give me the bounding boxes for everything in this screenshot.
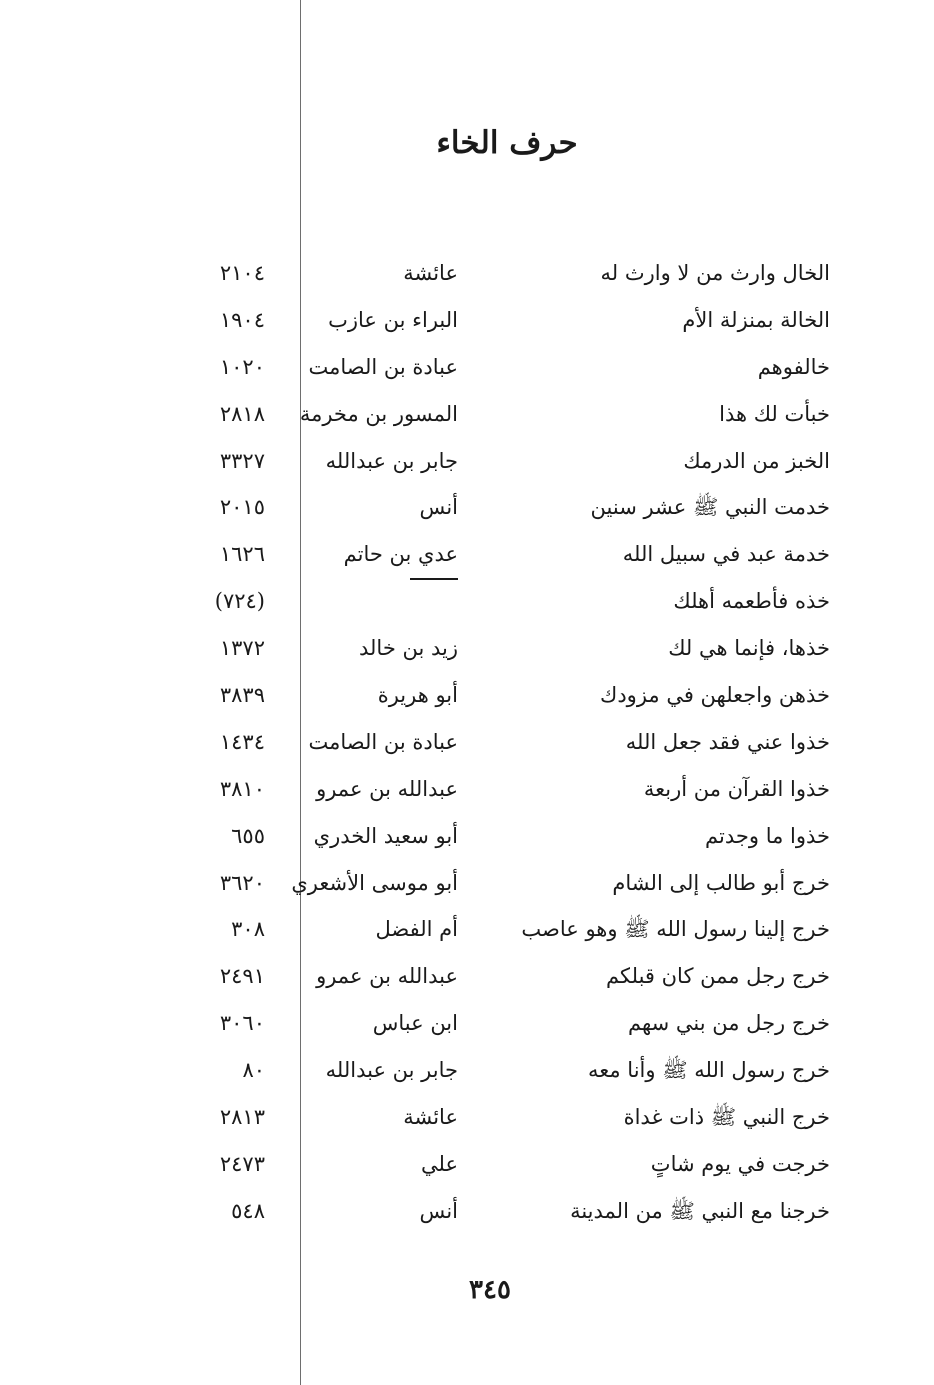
hadith-text: خرج أبو طالب إلى الشام xyxy=(612,870,830,895)
hadith-number: ١٩٠٤ xyxy=(219,307,265,332)
narrator: عبادة بن الصامت xyxy=(308,354,458,379)
hadith-number: ٢٨١٣ xyxy=(219,1105,265,1130)
narrator: علي xyxy=(421,1151,458,1176)
list-item xyxy=(0,391,934,438)
list-item xyxy=(0,438,934,485)
hadith-number: ٥٤٨ xyxy=(231,1198,265,1223)
hadith-text: الخال وارث من لا وارث له xyxy=(600,261,830,285)
list-item xyxy=(0,953,934,1000)
hadith-number: ٢٨١٨ xyxy=(219,401,265,426)
hadith-number: ١٠٢٠ xyxy=(219,354,265,379)
list-item xyxy=(0,484,934,531)
hadith-text: الخالة بمنزلة الأم xyxy=(682,307,830,332)
hadith-text: خرج النبي ﷺ ذات غداة xyxy=(623,1105,830,1130)
narrator: عبادة بن الصامت xyxy=(308,729,458,754)
narrator: أبو هريرة xyxy=(377,683,458,708)
hadith-text: خرجت في يوم شاتٍ xyxy=(650,1151,830,1176)
list-item xyxy=(0,250,934,297)
narrator: البراء بن عازب xyxy=(328,307,458,332)
list-item xyxy=(0,906,934,953)
hadith-number: ٦٥٥ xyxy=(231,823,265,848)
list-item xyxy=(0,719,934,766)
narrator: زيد بن خالد xyxy=(359,636,458,661)
page-title: حرف الخاء xyxy=(436,125,578,161)
narrator: أبو موسى الأشعري xyxy=(291,870,458,895)
hadith-text: خرج رسول الله ﷺ وأنا معه xyxy=(587,1058,830,1083)
hadith-number: ٢٤٧٣ xyxy=(219,1151,265,1176)
hadith-number: ٢٤٩١ xyxy=(219,964,265,989)
list-item xyxy=(0,813,934,860)
list-item xyxy=(0,1047,934,1094)
hadith-text: خدمت النبي ﷺ عشر سنين xyxy=(590,495,830,520)
narrator: أبو سعيد الخدري xyxy=(313,823,458,848)
narrator: ابن عباس xyxy=(372,1011,458,1036)
hadith-text: خرج إلينا رسول الله ﷺ وهو عاصب xyxy=(521,917,830,942)
hadith-text: خذوا عني فقد جعل الله xyxy=(625,729,830,754)
hadith-number: ٣٠٦٠ xyxy=(219,1011,265,1036)
hadith-text: خذوا ما وجدتم xyxy=(705,823,830,848)
list-item xyxy=(0,578,934,625)
narrator: عبدالله بن عمرو xyxy=(316,964,458,989)
narrator: أنس xyxy=(419,1198,458,1223)
hadith-number: ٨٠ xyxy=(242,1058,265,1083)
hadith-number: ٢٠١٥ xyxy=(219,495,265,520)
hadith-text: خذهن واجعلهن في مزودك xyxy=(600,683,830,708)
list-item xyxy=(0,1000,934,1047)
list-item xyxy=(0,1094,934,1141)
dash-divider xyxy=(410,578,458,580)
narrator: عبدالله بن عمرو xyxy=(316,776,458,801)
hadith-text: خرج رجل ممن كان قبلكم xyxy=(606,964,830,989)
hadith-text: خرج رجل من بني سهم xyxy=(627,1011,830,1036)
narrator: أم الفضل xyxy=(375,917,458,942)
list-item xyxy=(0,766,934,813)
narrator: جابر بن عبدالله xyxy=(325,1058,458,1083)
hadith-text: خذه فأطعمه أهلك xyxy=(673,589,830,614)
narrator: المسور بن مخرمة xyxy=(299,401,458,426)
narrator: عائشة xyxy=(403,261,458,285)
hadith-text: خذها، فإنما هي لك xyxy=(668,636,830,661)
hadith-text: خذوا القرآن من أربعة xyxy=(643,776,830,801)
narrator: جابر بن عبدالله xyxy=(325,448,458,473)
hadith-text: الخبز من الدرمك xyxy=(683,448,830,473)
list-item xyxy=(0,344,934,391)
narrator: عائشة xyxy=(403,1105,458,1130)
list-item xyxy=(0,531,934,578)
list-item xyxy=(0,672,934,719)
list-item xyxy=(0,1188,934,1235)
list-item xyxy=(0,860,934,907)
hadith-number: ١٣٧٢ xyxy=(219,636,265,661)
hadith-text: خدمة عبد في سبيل الله xyxy=(622,542,830,567)
hadith-number: ٣٦٢٠ xyxy=(219,870,265,895)
hadith-number: ٣٨١٠ xyxy=(219,776,265,801)
hadith-text: خرجنا مع النبي ﷺ من المدينة xyxy=(570,1198,830,1223)
hadith-number: ٢١٠٤ xyxy=(219,261,265,285)
hadith-number: ٣٣٢٧ xyxy=(219,448,265,473)
hadith-number: ٣٠٨ xyxy=(231,917,265,942)
list-item xyxy=(0,1141,934,1188)
narrator: عدي بن حاتم xyxy=(343,542,458,567)
narrator: أنس xyxy=(419,495,458,520)
page-number: ٣٤٥ xyxy=(469,1275,511,1305)
hadith-number: ١٤٣٤ xyxy=(219,729,265,754)
list-item xyxy=(0,297,934,344)
list-item xyxy=(0,625,934,672)
hadith-number: ١٦٢٦ xyxy=(219,542,265,567)
hadith-text: خبأت لك هذا xyxy=(719,401,830,426)
hadith-number: ٣٨٣٩ xyxy=(219,683,265,708)
hadith-index-list xyxy=(0,250,934,1235)
hadith-text: خالفوهم xyxy=(757,354,830,379)
hadith-number: (٧٢٤) xyxy=(214,589,265,614)
